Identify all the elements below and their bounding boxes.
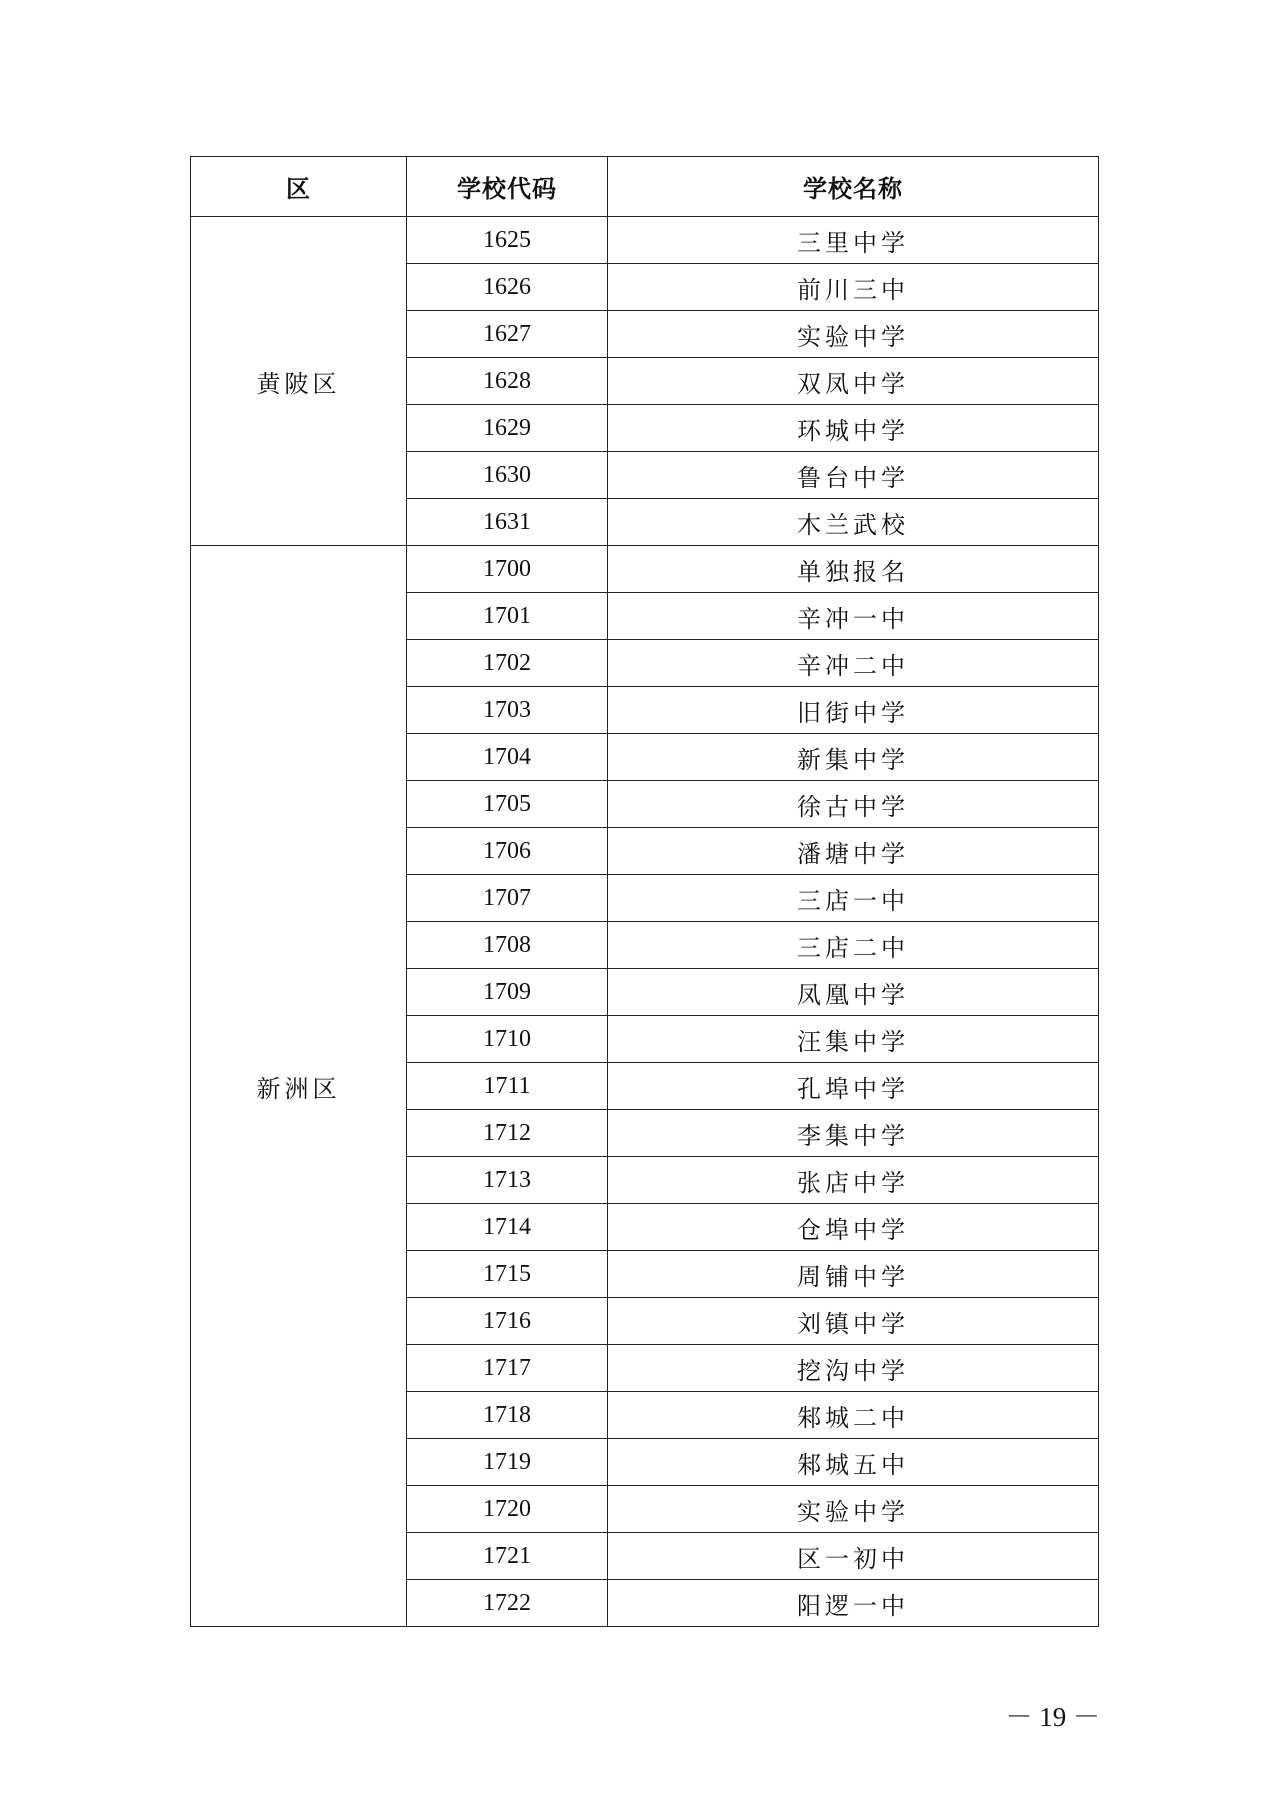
school-code-cell: 1709 [407,969,608,1016]
school-name-cell: 邾城二中 [608,1392,1099,1439]
school-name-cell: 新集中学 [608,734,1099,781]
school-code-cell: 1625 [407,217,608,264]
school-name-cell: 邾城五中 [608,1439,1099,1486]
school-name-cell: 李集中学 [608,1110,1099,1157]
school-name-cell: 辛冲一中 [608,593,1099,640]
school-name-cell: 潘塘中学 [608,828,1099,875]
school-name-cell: 汪集中学 [608,1016,1099,1063]
school-name-cell: 三店一中 [608,875,1099,922]
district-cell: 新洲区 [191,546,407,1627]
school-name-cell: 实验中学 [608,1486,1099,1533]
school-code-cell: 1715 [407,1251,608,1298]
school-code-cell: 1628 [407,358,608,405]
school-name-cell: 旧街中学 [608,687,1099,734]
school-name-cell: 鲁台中学 [608,452,1099,499]
school-code-cell: 1716 [407,1298,608,1345]
table-body [191,217,1099,1627]
school-code-cell: 1720 [407,1486,608,1533]
header-district: 区 [191,157,407,217]
school-name-cell: 徐古中学 [608,781,1099,828]
school-code-cell: 1630 [407,452,608,499]
school-code-cell: 1627 [407,311,608,358]
school-name-cell: 辛冲二中 [608,640,1099,687]
school-name-cell: 三里中学 [608,217,1099,264]
school-code-cell: 1629 [407,405,608,452]
page-number: － 19 － [1005,1702,1100,1732]
school-name-cell: 实验中学 [608,311,1099,358]
school-name-cell: 张店中学 [608,1157,1099,1204]
school-code-cell: 1712 [407,1110,608,1157]
school-name-cell: 三店二中 [608,922,1099,969]
school-code-cell: 1713 [407,1157,608,1204]
school-name-cell: 刘镇中学 [608,1298,1099,1345]
school-name-cell: 木兰武校 [608,499,1099,546]
school-name-cell: 阳逻一中 [608,1580,1099,1627]
school-code-cell: 1717 [407,1345,608,1392]
school-name-cell: 挖沟中学 [608,1345,1099,1392]
school-code-cell: 1700 [407,546,608,593]
school-code-cell: 1704 [407,734,608,781]
school-code-cell: 1707 [407,875,608,922]
school-name-cell: 周铺中学 [608,1251,1099,1298]
school-name-cell: 单独报名 [608,546,1099,593]
header-row [191,157,1099,217]
school-code-cell: 1714 [407,1204,608,1251]
school-name-cell: 环城中学 [608,405,1099,452]
header-school-code: 学校代码 [407,157,608,217]
school-code-table [190,156,1099,1627]
school-name-cell: 仓埠中学 [608,1204,1099,1251]
school-name-cell: 孔埠中学 [608,1063,1099,1110]
school-code-cell: 1719 [407,1439,608,1486]
school-name-cell: 区一初中 [608,1533,1099,1580]
school-code-cell: 1631 [407,499,608,546]
district-cell: 黄陂区 [191,217,407,546]
school-code-cell: 1721 [407,1533,608,1580]
table-header [191,157,1099,217]
school-code-cell: 1710 [407,1016,608,1063]
school-code-cell: 1705 [407,781,608,828]
header-school-name: 学校名称 [608,157,1099,217]
school-code-cell: 1718 [407,1392,608,1439]
school-name-cell: 凤凰中学 [608,969,1099,1016]
school-code-cell: 1703 [407,687,608,734]
school-name-cell: 前川三中 [608,264,1099,311]
school-code-cell: 1706 [407,828,608,875]
table-row [191,217,1099,264]
school-code-cell: 1722 [407,1580,608,1627]
school-code-cell: 1702 [407,640,608,687]
school-code-cell: 1708 [407,922,608,969]
table-row [191,546,1099,593]
school-code-cell: 1626 [407,264,608,311]
school-code-cell: 1711 [407,1063,608,1110]
school-code-cell: 1701 [407,593,608,640]
school-name-cell: 双凤中学 [608,358,1099,405]
